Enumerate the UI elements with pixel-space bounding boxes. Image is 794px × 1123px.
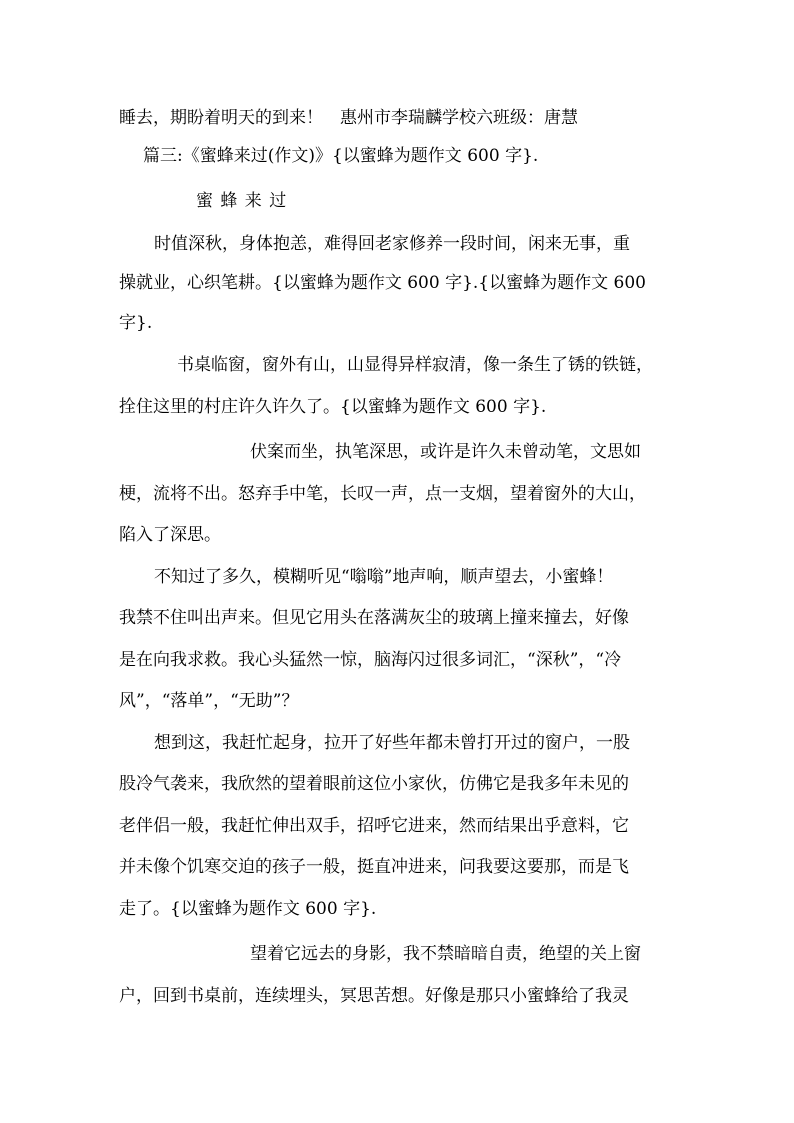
text-line: 想到这，我赶忙起身，拉开了好些年都未曾打开过的窗户，一股 [154, 733, 630, 753]
text-line: 书桌临窗，窗外有山，山显得异样寂清，像一条生了锈的铁链， [177, 355, 653, 375]
text-line: 梗，流将不出。怒弃手中笔，长叹一声，点一支烟，望着窗外的大山， [119, 484, 646, 504]
essay-title: 蜜 蜂 来 过 [196, 191, 288, 211]
text-line: 睡去，期盼着明天的到来！ 惠州市李瑞麟学校六班级：唐慧 [119, 108, 578, 128]
text-line: 风”，“落单”，“无助”？ [119, 691, 299, 711]
text-line: 股冷气袭来，我欣然的望着眼前这位小家伙，仿佛它是我多年未见的 [119, 774, 629, 794]
text-line: 走了。{以蜜蜂为题作文 600 字}. [119, 899, 377, 919]
text-line: 户，回到书桌前，连续埋头，冥思苦想。好像是那只小蜜蜂给了我灵 [119, 986, 629, 1006]
text-line: 篇三:《蜜蜂来过(作文)》{以蜜蜂为题作文 600 字}. [143, 146, 539, 166]
text-line: 我禁不住叫出声来。但见它用头在落满灰尘的玻璃上撞来撞去，好像 [119, 608, 629, 628]
text-line: 操就业，心织笔耕。{以蜜蜂为题作文 600 字}.{以蜜蜂为题作文 600 [119, 273, 646, 293]
text-line: 字}. [119, 313, 153, 333]
text-line: 望着它远去的身影，我不禁暗暗自责，绝望的关上窗 [250, 944, 641, 964]
text-line: 拴住这里的村庄许久许久了。{以蜜蜂为题作文 600 字}. [119, 397, 547, 417]
text-line: 陷入了深思。 [119, 525, 221, 545]
text-line: 时值深秋，身体抱恙，难得回老家修养一段时间，闲来无事，重 [154, 234, 630, 254]
text-line: 伏案而坐，执笔深思，或许是许久未曾动笔，文思如 [250, 442, 641, 462]
text-line: 是在向我求救。我心头猛然一惊，脑海闪过很多词汇，“深秋”，“冷 [119, 650, 622, 670]
text-line: 并未像个饥寒交迫的孩子一般，挺直冲进来，问我要这要那，而是飞 [119, 857, 629, 877]
text-line: 不知过了多久，模糊听见“嗡嗡”地声响，顺声望去，小蜜蜂！ [154, 567, 614, 587]
text-line: 老伴侣一般，我赶忙伸出双手，招呼它进来，然而结果出乎意料，它 [119, 816, 629, 836]
